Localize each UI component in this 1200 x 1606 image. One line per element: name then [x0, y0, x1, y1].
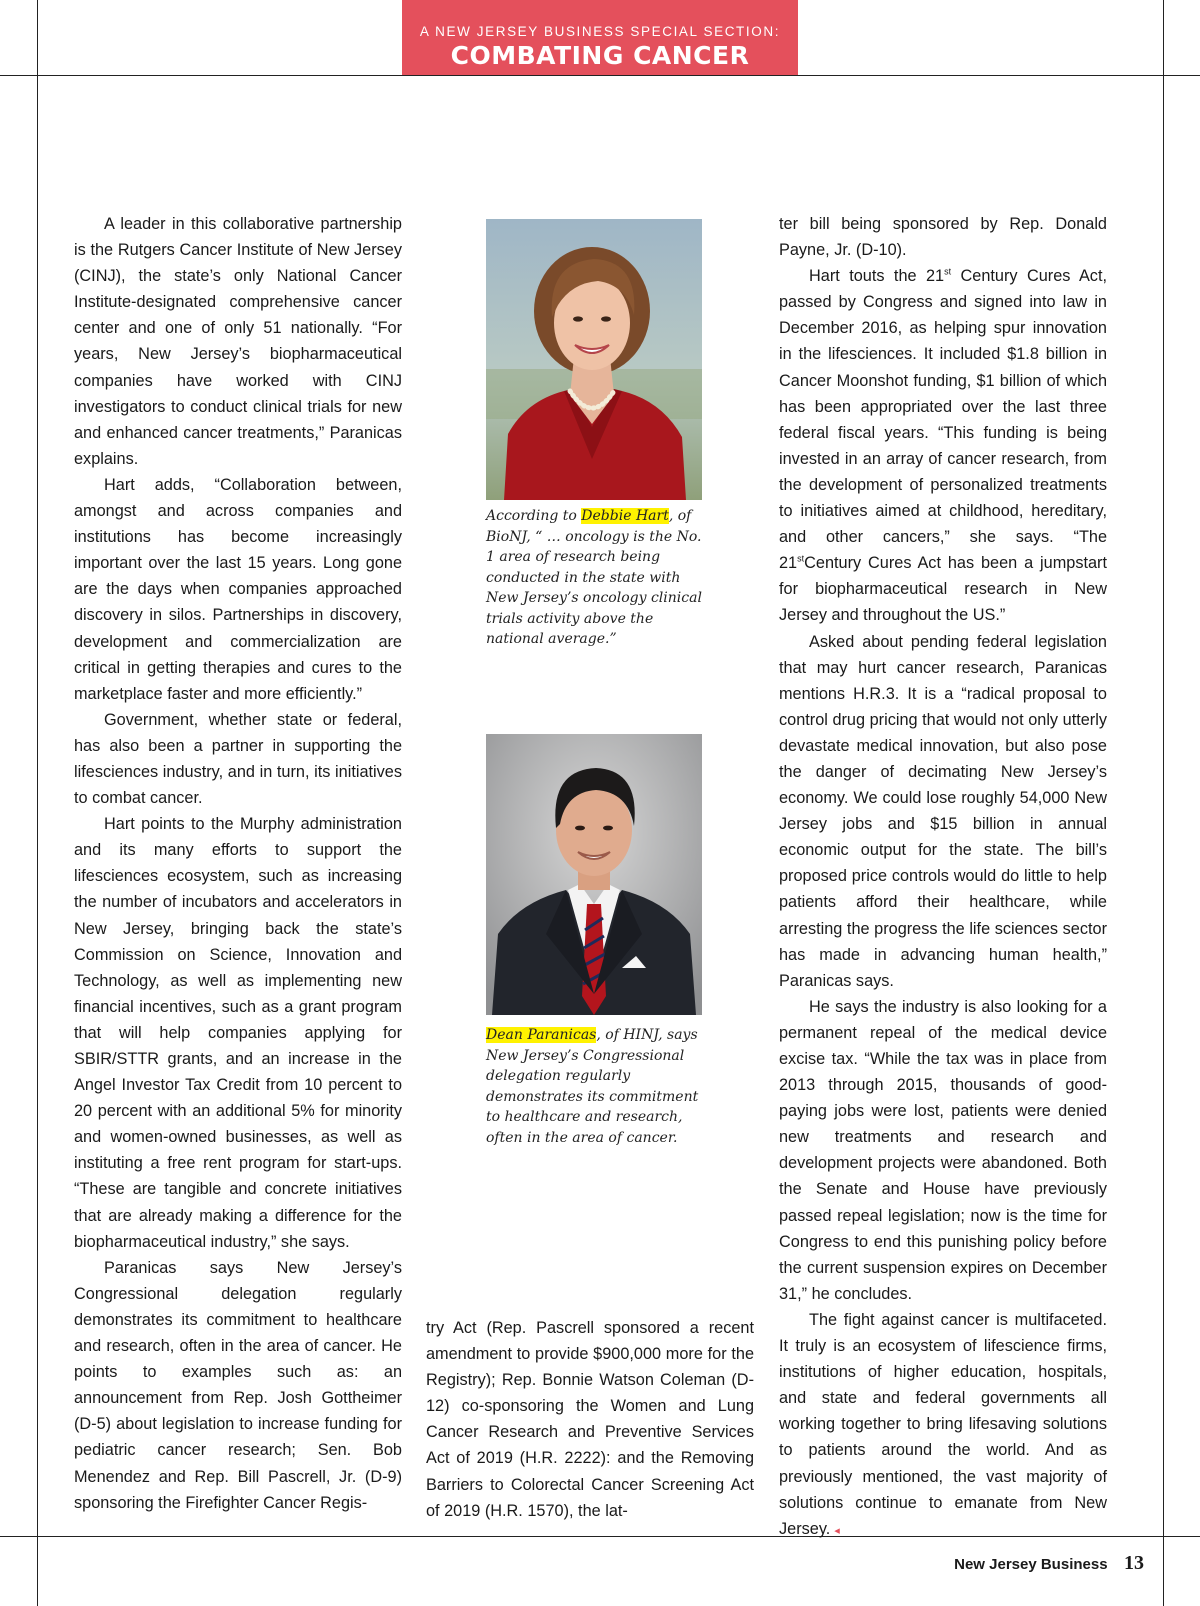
photo-caption-paranicas — [486, 1025, 702, 1148]
article-column-2 — [426, 1315, 754, 1524]
section-banner — [402, 0, 798, 75]
paragraph: Government, whether state or federal, has also been a partner in supporting the lifesciences industry, and in turn, its initiatives to combat cancer. — [74, 710, 402, 808]
article-column-1 — [74, 211, 402, 1516]
paragraph: The fight against cancer is multifaceted. It truly is an ecosystem of lifescience firms, institutions of higher education, hospitals, and state and federal governments all working together to bring lifesaving solutions to patients around the world. And as previously mentioned, the vast majority of solutions continue to emanate from New Jersey. ◂ — [779, 1310, 1107, 1538]
banner-title: COMBATING CANCER — [450, 41, 750, 70]
right-rule — [1163, 0, 1164, 1606]
banner-kicker: A NEW JERSEY BUSINESS SPECIAL SECTION: — [419, 24, 781, 39]
paragraph: He says the industry is also looking for a permanent repeal of the medical device excise tax. “While the tax was in place from 2013 through 2015, thousands of good-paying jobs were lost, patients were denied new treatments and research and development projects were abandoned. Both the Senate and House have previously passed repeal legislation; now is the time for Congress to end this punishing policy before the current suspension expires on December 31,” he concludes. — [779, 997, 1107, 1303]
paragraph: Hart points to the Murphy administration and its many efforts to support the lifesciences ecosystem, such as increasing the number of incubators and accelerators in New Jersey, bringing back the state’s Commission on Science, Innovation and Technology, as well as implementing new financial incentives, such as a grant program that will help companies applying for SBIR/STTR grants, and an increase in the Angel Investor Tax Credit from 10 percent to 20 percent with an additional 5% for minority and women-owned businesses, as well as instituting a free rent program for start-ups. “These are tangible and concrete initiatives that are already making a difference for the biopharmaceutical industry,” she says. — [74, 815, 402, 1251]
left-rule — [37, 0, 38, 1606]
caption-text: , of BioNJ, “ … oncology is the No. 1 area of research being conducted in the state with New Jersey’s oncology clinical trials activity above the national average.” — [486, 508, 702, 647]
paragraph: Asked about pending federal legislation that may hurt cancer research, Paranicas mentions H.R.3. It is a “radical proposal to control drug pricing that would not only utterly devastate medical innovation, but also pose the danger of decimating New Jersey’s economy. We could lose roughly 54,000 New Jersey jobs and $15 billion in annual economic output for the state. The bill’s proposed price controls would do little to help patients afford their healthcare, while arresting the progress the life sciences sector has made in advancing human health,” Paranicas says. — [779, 632, 1107, 990]
superscript: st — [944, 266, 952, 277]
highlighted-name-dean-paranicas: Dean Paranicas — [486, 1027, 597, 1043]
paragraph: Hart touts the 21st Century Cures Act, passed by Congress and signed into law in December 2016, as helping spur innovation in the lifesciences. It included $1.8 billion in Cancer Moonshot funding, $1 billion of which has been appropriated over the last three federal fiscal years. “This funding is being invested in an array of cancer research, from the development of personalized treatments to initiatives aimed at childhood, hereditary, and other cancers,” she says. “The 21stCentury Cures Act has been a jumpstart for biopharmaceutical research in New Jersey and throughout the US.” — [779, 266, 1107, 625]
publication-name: New Jersey Business — [954, 1556, 1108, 1573]
photo-caption-hart — [486, 506, 702, 650]
end-of-article-icon: ◂ — [834, 1524, 840, 1537]
paragraph: A leader in this collaborative partnership is the Rutgers Cancer Institute of New Jersey (CINJ), the state’s only National Cancer Institute-designated comprehensive cancer center and one of only 51 nationally. “For years, New Jersey’s biopharmaceutical companies have worked with CINJ investigators to conduct clinical trials for new and enhanced cancer treatments,” Paranicas explains. — [74, 215, 402, 468]
paragraph: Paranicas says New Jersey’s Congressional delegation regularly demonstrates its commitment to healthcare and research, often in the area of cancer. He points to examples such as: an announcement from Rep. Josh Gottheimer (D-5) about legislation to increase funding for pediatric cancer research; Sen. Bob Menendez and Rep. Bill Pascrell, Jr. (D-9) sponsoring the Firefighter Cancer Regis- — [74, 1258, 402, 1512]
debbie-hart-photo — [486, 219, 702, 500]
top-rule — [0, 75, 1200, 76]
highlighted-name-debbie-hart: Debbie Hart — [581, 508, 669, 524]
paragraph: try Act (Rep. Pascrell sponsored a recent amendment to provide $900,000 more for the Registry); Rep. Bonnie Watson Coleman (D-12) co-sponsoring the Women and Lung Cancer Research and Preventive Services Act of 2019 (H.R. 2222): and the Removing Barriers to Colorectal Cancer Screening Act of 2019 (H.R. 1570), the lat- — [426, 1319, 754, 1520]
paragraph: Hart adds, “Collaboration between, amongst and across companies and institutions has become increasingly important over the last 15 years. Long gone are the days when companies approached discovery in silos. Partnerships in discovery, development and commercialization are critical in getting therapies and cures to the marketplace faster and more efficiently.” — [74, 475, 402, 703]
paragraph: ter bill being sponsored by Rep. Donald Payne, Jr. (D-10). — [779, 215, 1107, 260]
superscript: st — [797, 553, 805, 564]
page-number: 13 — [1124, 1552, 1144, 1574]
caption-text: , of HINJ, says New Jersey’s Congressional delegation regularly demonstrates its commitment to healthcare and research, often in the area of cancer. — [486, 1027, 699, 1146]
page-footer — [954, 1552, 1144, 1575]
caption-lead: According to — [486, 508, 582, 524]
article-column-3 — [779, 211, 1107, 1544]
dean-paranicas-photo — [486, 734, 702, 1015]
